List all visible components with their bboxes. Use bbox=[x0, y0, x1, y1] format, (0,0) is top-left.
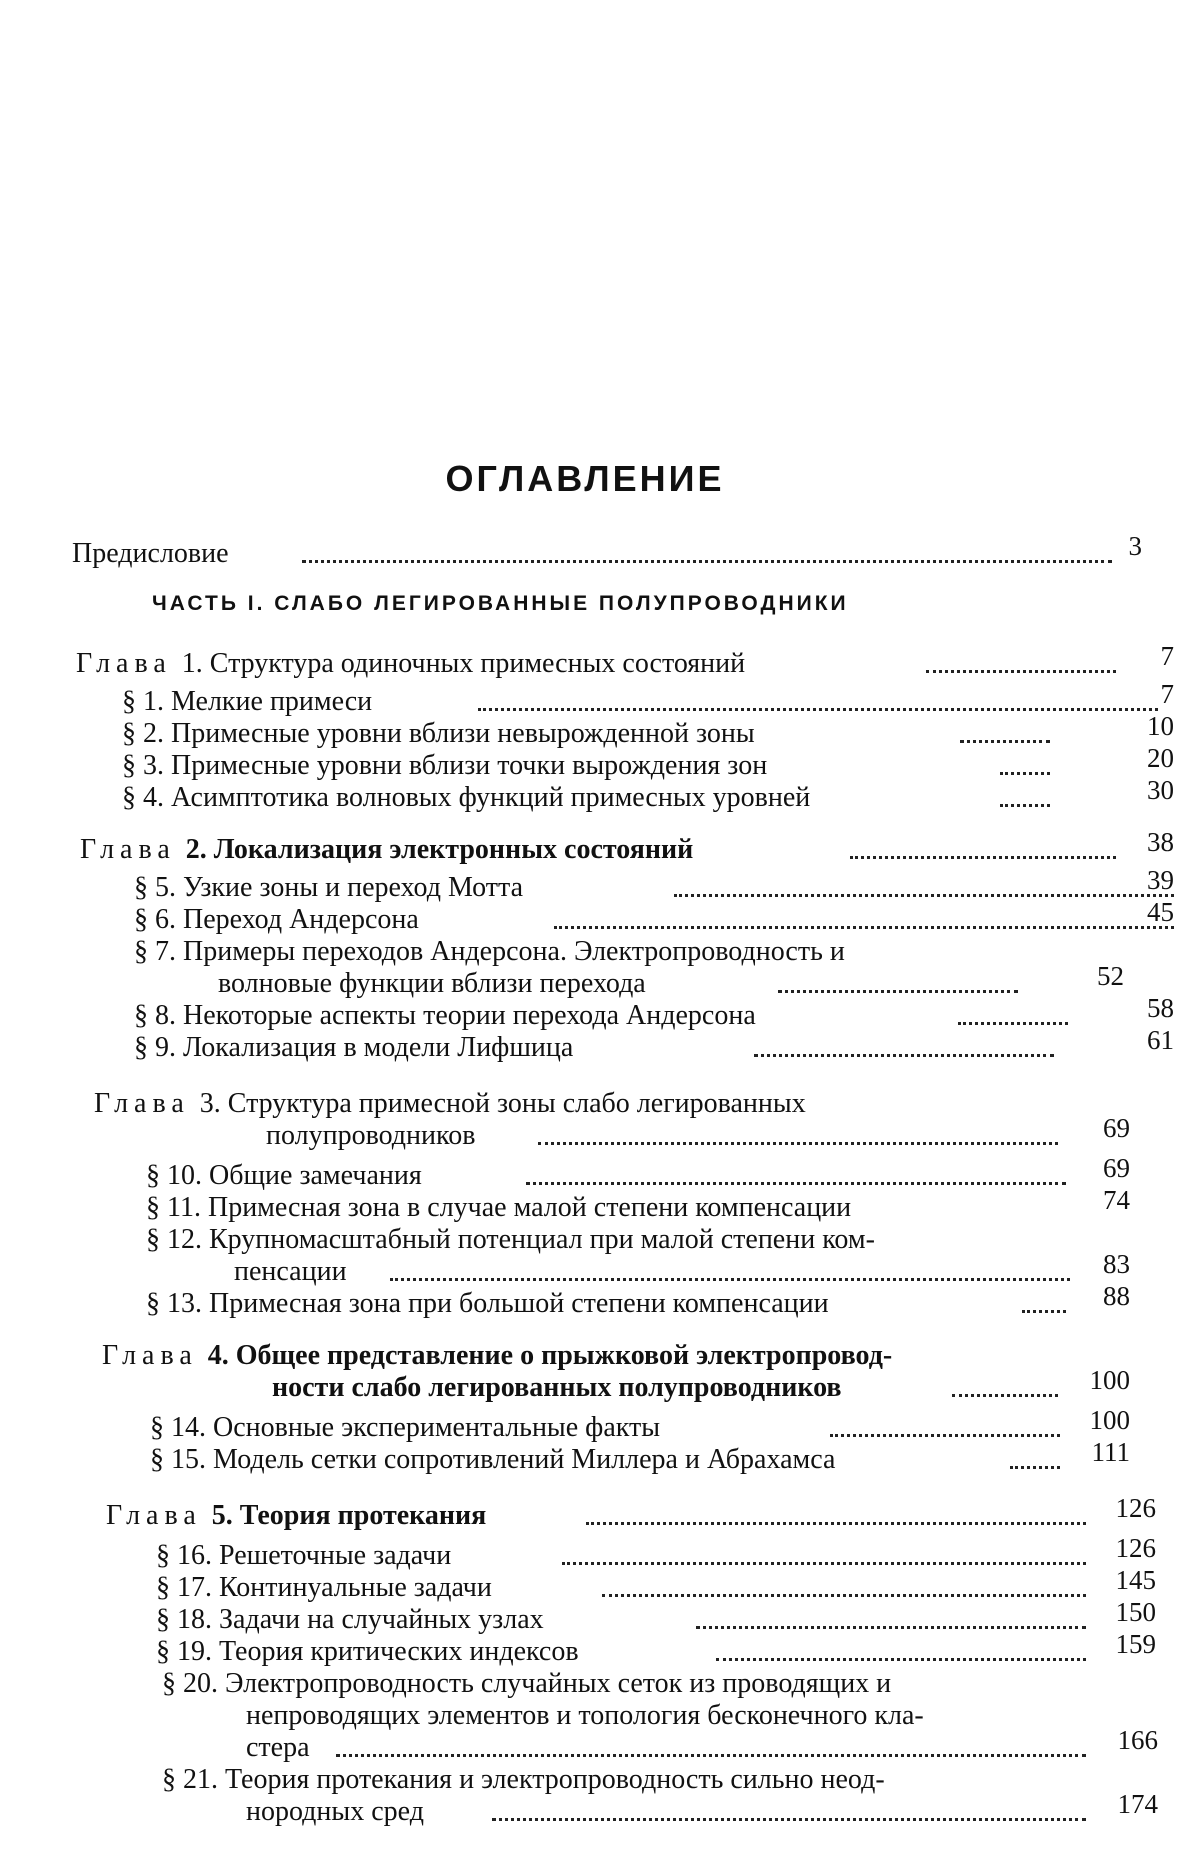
page-title: ОГЛАВЛЕНИЕ bbox=[0, 458, 1170, 500]
section-number: § 7. bbox=[134, 936, 176, 967]
page-number: 30 bbox=[1114, 774, 1174, 806]
dot-leader bbox=[952, 1372, 1058, 1397]
chapter-label: Глава bbox=[102, 1340, 198, 1371]
toc-entry-title: Переход Андерсона bbox=[183, 904, 419, 935]
dot-leader bbox=[716, 1636, 1086, 1661]
toc-entry-title: Асимптотика волновых функций примесных уровней bbox=[171, 782, 810, 813]
page-number: 100 bbox=[1070, 1364, 1130, 1396]
dot-leader bbox=[696, 1604, 1086, 1629]
toc-entry-section-8[interactable] bbox=[134, 1000, 1154, 1032]
section-number: § 9. bbox=[134, 1032, 176, 1063]
toc-entry-title-cont: ности слабо легированных полупроводников bbox=[272, 1372, 842, 1403]
dot-leader bbox=[1010, 1444, 1060, 1469]
page-number: 58 bbox=[1114, 992, 1174, 1024]
toc-entry-title: Узкие зоны и переход Мотта bbox=[183, 872, 523, 903]
dot-leader bbox=[830, 1412, 1060, 1437]
page-number: 69 bbox=[1070, 1112, 1130, 1144]
toc-entry-section-4[interactable] bbox=[122, 782, 1142, 814]
toc-entry-title: Примесные уровни вблизи невырожденной зоны bbox=[171, 718, 755, 749]
dot-leader bbox=[336, 1732, 1086, 1757]
page-number: 111 bbox=[1070, 1436, 1130, 1468]
dot-leader bbox=[390, 1256, 1070, 1281]
toc-entry-title: Структура одиночных примесных состояний bbox=[210, 648, 745, 679]
toc-entry-section-20-cont[interactable] bbox=[246, 1700, 1166, 1732]
page-number: 3 bbox=[1082, 530, 1142, 562]
section-number: § 20. bbox=[162, 1668, 218, 1699]
section-number: § 8. bbox=[134, 1000, 176, 1031]
toc-entry-section-20-cont2[interactable] bbox=[246, 1732, 1166, 1764]
toc-entry-section-3[interactable] bbox=[122, 750, 1142, 782]
toc-entry-title: Основные экспериментальные факты bbox=[213, 1412, 660, 1443]
section-number: § 14. bbox=[150, 1412, 206, 1443]
page-number: 74 bbox=[1070, 1184, 1130, 1216]
page-number: 38 bbox=[1114, 826, 1174, 858]
toc-entry-preface[interactable] bbox=[72, 538, 1142, 570]
toc-entry-section-12[interactable] bbox=[146, 1224, 1156, 1256]
toc-entry-title: Предисловие bbox=[72, 538, 229, 569]
dot-leader bbox=[302, 538, 1112, 563]
toc-entry-section-20[interactable] bbox=[162, 1668, 1166, 1700]
toc-entry-section-21-cont[interactable] bbox=[246, 1796, 1166, 1828]
section-number: § 13. bbox=[146, 1288, 202, 1319]
dot-leader bbox=[960, 718, 1050, 743]
section-number: § 17. bbox=[156, 1572, 212, 1603]
toc-entry-title-cont: стера bbox=[246, 1732, 310, 1763]
toc-entry-title: Мелкие примеси bbox=[171, 686, 372, 717]
toc-entry-section-9[interactable] bbox=[134, 1032, 1154, 1064]
toc-entry-section-5[interactable] bbox=[134, 872, 1154, 904]
page-number: 61 bbox=[1114, 1024, 1174, 1056]
toc-entry-title: Локализация электронных состояний bbox=[214, 834, 694, 865]
toc-entry-title-cont: непроводящих элементов и топология бесконечного кла- bbox=[246, 1700, 924, 1731]
section-number: § 15. bbox=[150, 1444, 206, 1475]
toc-entry-title: Локализация в модели Лифшица bbox=[183, 1032, 573, 1063]
chapter-label: Глава bbox=[80, 834, 176, 865]
dot-leader bbox=[554, 904, 1174, 929]
toc-entry-section-1[interactable] bbox=[122, 686, 1142, 718]
dot-leader bbox=[674, 872, 1174, 897]
toc-entry-title: Модель сетки сопротивлений Миллера и Абрахамса bbox=[213, 1444, 835, 1475]
toc-entry-title: Структура примесной зоны слабо легированных bbox=[228, 1088, 806, 1119]
chapter-number: 2. bbox=[186, 834, 207, 865]
section-number: § 3. bbox=[122, 750, 164, 781]
chapter-label: Глава bbox=[106, 1500, 202, 1531]
dot-leader bbox=[926, 648, 1116, 673]
page-number: 20 bbox=[1114, 742, 1174, 774]
toc-entry-section-10[interactable] bbox=[146, 1160, 1156, 1192]
toc-entry-title: Некоторые аспекты теории перехода Андерсона bbox=[183, 1000, 756, 1031]
toc-entry-section-13[interactable] bbox=[146, 1288, 1156, 1320]
toc-entry-title-cont: пенсации bbox=[234, 1256, 347, 1287]
dot-leader bbox=[492, 1796, 1086, 1821]
page-number: 83 bbox=[1070, 1248, 1130, 1280]
toc-entry-title: Электропроводность случайных сеток из проводящих и bbox=[225, 1668, 891, 1699]
toc-entry-section-14[interactable] bbox=[150, 1412, 1162, 1444]
toc-entry-title: Континуальные задачи bbox=[219, 1572, 492, 1603]
page-number: 145 bbox=[1096, 1564, 1156, 1596]
toc-entry-title: Общие замечания bbox=[209, 1160, 422, 1191]
dot-leader bbox=[602, 1572, 1086, 1597]
page-number: 7 bbox=[1114, 678, 1174, 710]
toc-entry-section-7[interactable] bbox=[134, 936, 1154, 968]
section-number: § 19. bbox=[156, 1636, 212, 1667]
page-number: 10 bbox=[1114, 710, 1174, 742]
dot-leader bbox=[1000, 782, 1050, 807]
chapter-number: 4. bbox=[208, 1340, 229, 1371]
dot-leader bbox=[562, 1540, 1086, 1565]
toc-entry-chapter-2[interactable] bbox=[80, 834, 1150, 866]
section-number: § 18. bbox=[156, 1604, 212, 1635]
dot-leader bbox=[1022, 1288, 1066, 1313]
page-number: 166 bbox=[1098, 1724, 1158, 1756]
toc-entry-title-cont: волновые функции вблизи перехода bbox=[218, 968, 646, 999]
section-number: § 4. bbox=[122, 782, 164, 813]
toc-entry-section-18[interactable] bbox=[156, 1604, 1166, 1636]
page-number: 69 bbox=[1070, 1152, 1130, 1184]
toc-entry-section-21[interactable] bbox=[162, 1764, 1166, 1796]
section-number: § 1. bbox=[122, 686, 164, 717]
toc-entry-chapter-1[interactable] bbox=[76, 648, 1146, 680]
toc-entry-title: Примесные уровни вблизи точки вырождения зон bbox=[171, 750, 767, 781]
page-number: 150 bbox=[1096, 1596, 1156, 1628]
page-number: 52 bbox=[1064, 960, 1124, 992]
toc-entry-title: Задачи на случайных узлах bbox=[219, 1604, 544, 1635]
page-number: 159 bbox=[1096, 1628, 1156, 1660]
toc-entry-title: Общее представление о прыжковой электропровод- bbox=[236, 1340, 892, 1371]
dot-leader bbox=[1000, 750, 1050, 775]
toc-entry-section-17[interactable] bbox=[156, 1572, 1166, 1604]
page-number: 88 bbox=[1070, 1280, 1130, 1312]
dot-leader bbox=[478, 686, 1158, 711]
toc-entry-title: Примесная зона в случае малой степени компенсации bbox=[208, 1192, 851, 1223]
toc-entry-section-7-cont[interactable] bbox=[218, 968, 1154, 1000]
toc-entry-chapter-5[interactable] bbox=[106, 1500, 1166, 1532]
page-number: 7 bbox=[1114, 640, 1174, 672]
page-number: 100 bbox=[1070, 1404, 1130, 1436]
toc-entry-title: Крупномасштабный потенциал при малой степени ком- bbox=[209, 1224, 875, 1255]
toc-entry-section-19[interactable] bbox=[156, 1636, 1166, 1668]
section-number: § 16. bbox=[156, 1540, 212, 1571]
dot-leader bbox=[958, 1000, 1068, 1025]
toc-entry-section-11[interactable] bbox=[146, 1192, 1156, 1224]
toc-entry-section-15[interactable] bbox=[150, 1444, 1162, 1476]
toc-entry-section-12-cont[interactable] bbox=[234, 1256, 1156, 1288]
chapter-label: Глава bbox=[76, 648, 172, 679]
section-number: § 5. bbox=[134, 872, 176, 903]
toc-entry-chapter-4[interactable] bbox=[102, 1340, 1162, 1372]
toc-entry-section-16[interactable] bbox=[156, 1540, 1166, 1572]
toc-entry-title: Теория протекания bbox=[240, 1500, 487, 1531]
toc-entry-title: Теория протекания и электропроводность сильно неод- bbox=[225, 1764, 885, 1795]
page-number: 45 bbox=[1114, 896, 1174, 928]
toc-entry-title: Примеры переходов Андерсона. Электропроводность и bbox=[183, 936, 845, 967]
toc-entry-title-cont: полупроводников bbox=[266, 1120, 475, 1151]
dot-leader bbox=[778, 968, 1018, 993]
section-number: § 10. bbox=[146, 1160, 202, 1191]
toc-entry-section-6[interactable] bbox=[134, 904, 1154, 936]
dot-leader bbox=[586, 1500, 1086, 1525]
toc-entry-title: Теория критических индексов bbox=[219, 1636, 579, 1667]
section-number: § 21. bbox=[162, 1764, 218, 1795]
part-heading: ЧАСТЬ I. СЛАБО ЛЕГИРОВАННЫЕ ПОЛУПРОВОДНИКИ bbox=[152, 592, 849, 616]
page-number: 126 bbox=[1096, 1492, 1156, 1524]
section-number: § 11. bbox=[146, 1192, 201, 1223]
section-number: § 6. bbox=[134, 904, 176, 935]
toc-entry-title-cont: нородных сред bbox=[246, 1796, 424, 1827]
toc-entry-title: Примесная зона при большой степени компенсации bbox=[209, 1288, 829, 1319]
chapter-number: 1. bbox=[182, 648, 203, 679]
chapter-number: 3. bbox=[200, 1088, 221, 1119]
chapter-number: 5. bbox=[212, 1500, 233, 1531]
dot-leader bbox=[526, 1160, 1066, 1185]
toc-entry-chapter-4-cont[interactable] bbox=[272, 1372, 1162, 1404]
page-number: 174 bbox=[1098, 1788, 1158, 1820]
page-number: 126 bbox=[1096, 1532, 1156, 1564]
dot-leader bbox=[850, 834, 1116, 859]
dot-leader bbox=[538, 1120, 1058, 1145]
section-number: § 12. bbox=[146, 1224, 202, 1255]
section-number: § 2. bbox=[122, 718, 164, 749]
toc-entry-chapter-3-cont[interactable] bbox=[266, 1120, 1154, 1152]
toc-entry-section-2[interactable] bbox=[122, 718, 1142, 750]
toc-entry-chapter-3[interactable] bbox=[94, 1088, 1154, 1120]
toc-entry-title: Решеточные задачи bbox=[219, 1540, 451, 1571]
page-number: 39 bbox=[1114, 864, 1174, 896]
dot-leader bbox=[754, 1032, 1054, 1057]
chapter-label: Глава bbox=[94, 1088, 190, 1119]
